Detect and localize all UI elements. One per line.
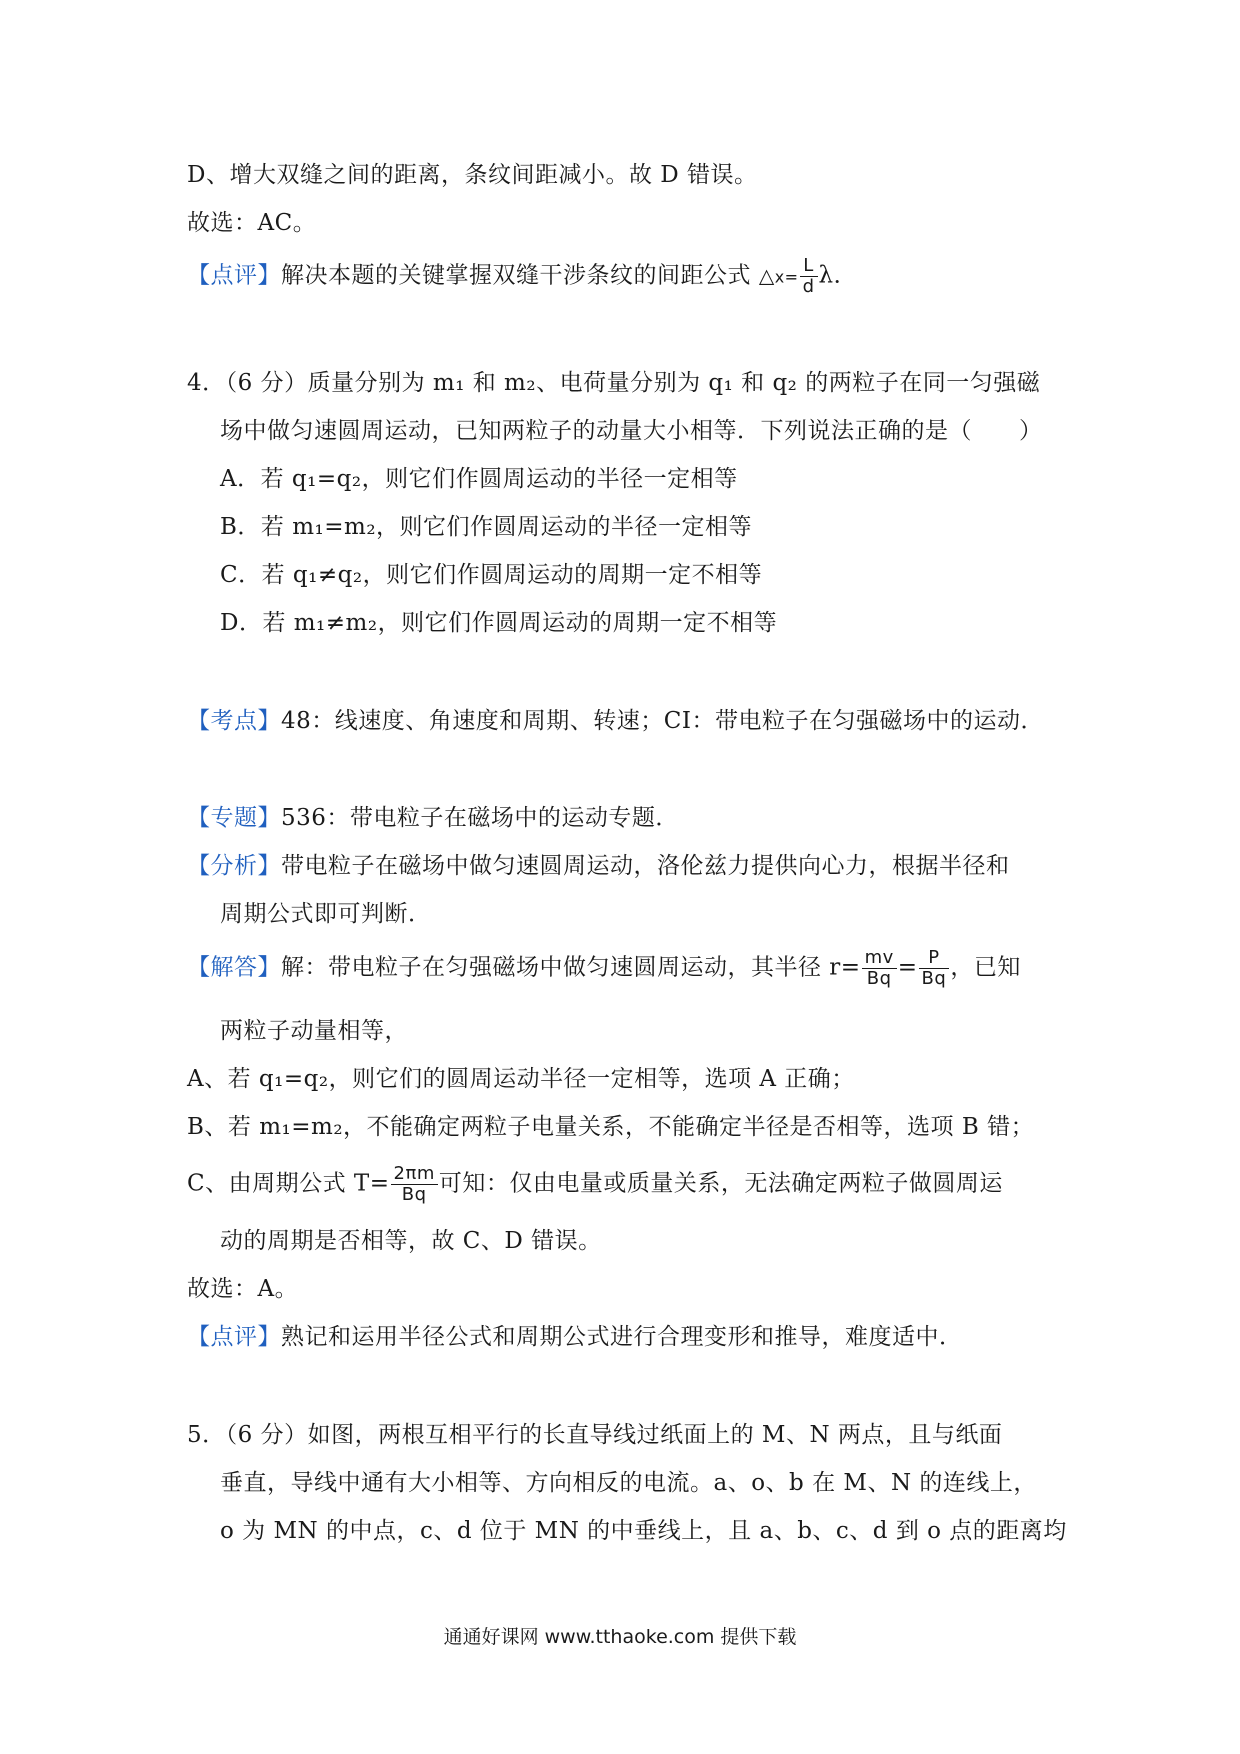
zhuanti-tag: 【专题】 xyxy=(187,805,281,831)
formula-lambda: λ． xyxy=(818,262,858,289)
kaodian-tag: 【考点】 xyxy=(187,708,281,734)
fraction-denominator: Bq xyxy=(866,968,892,989)
q4-kaodian xyxy=(187,706,1044,736)
q4-comment xyxy=(187,1322,963,1352)
comment-tag: 【点评】 xyxy=(187,262,281,289)
q4-solution-c-line2: 动的周期是否相等，故 C、D 错误。 xyxy=(220,1228,602,1254)
fraction-l-over-d xyxy=(800,256,818,297)
q4-option-b: B．若 m₁=m₂，则它们作圆周运动的半径一定相等 xyxy=(220,514,753,540)
q4-stem-line1: 4．（6 分）质量分别为 m₁ 和 m₂、电荷量分别为 q₁ 和 q₂ 的两粒子在同一匀强磁 xyxy=(187,370,1041,396)
kaodian-text: 48：线速度、角速度和周期、转速；CI：带电粒子在匀强磁场中的运动． xyxy=(281,708,1044,734)
fraction-numerator: mv xyxy=(862,948,897,969)
fraction-denominator: d xyxy=(802,276,815,297)
q3-answer: 故选：AC。 xyxy=(187,210,317,236)
fraction-mv-over-bq xyxy=(862,948,897,989)
q4-jieda-line2: 两粒子动量相等， xyxy=(220,1018,408,1044)
formula-x: x= xyxy=(774,267,799,287)
jieda-tag: 【解答】 xyxy=(187,954,281,981)
solution-c-pre: C、由周期公式 T= xyxy=(187,1170,390,1197)
comment-text: 解决本题的关键掌握双缝干涉条纹的间距公式 xyxy=(281,262,751,289)
fenxi-text: 带电粒子在磁场中做匀速圆周运动，洛伦兹力提供向心力，根据半径和 xyxy=(281,853,1010,879)
q4-option-c: C．若 q₁≠q₂，则它们作圆周运动的周期一定不相等 xyxy=(220,562,763,588)
q4-solution-b: B、若 m₁=m₂，不能确定两粒子电量关系，不能确定半径是否相等，选项 B 错； xyxy=(187,1114,1035,1140)
fraction-2pim-over-bq xyxy=(391,1164,438,1205)
solution-c-post: 可知：仅由电量或质量关系，无法确定两粒子做圆周运 xyxy=(438,1170,1003,1197)
fraction-denominator: Bq xyxy=(401,1184,427,1205)
equals-sign: = xyxy=(897,954,918,981)
q4-fenxi-line2: 周期公式即可判断． xyxy=(220,901,432,927)
q4-solution-c xyxy=(187,1164,1003,1205)
fraction-p-over-bq xyxy=(919,948,950,989)
q5-stem-line1: 5．（6 分）如图，两根互相平行的长直导线过纸面上的 M、N 两点，且与纸面 xyxy=(187,1422,1003,1448)
page-footer: 通通好课网 www.tthaoke.com 提供下载 xyxy=(443,1626,797,1648)
q4-fenxi xyxy=(187,851,1010,881)
jieda-text: 解：带电粒子在匀强磁场中做匀速圆周运动，其半径 r= xyxy=(281,954,861,981)
q5-stem-line3: o 为 MN 的中点，c、d 位于 MN 的中垂线上，且 a、b、c、d 到 o 点的距离均 xyxy=(220,1518,1067,1544)
q4-stem-line2: 场中做匀速圆周运动，已知两粒子的动量大小相等．下列说法正确的是（ ） xyxy=(220,418,1043,444)
fraction-numerator: 2πm xyxy=(391,1164,438,1185)
q4-zhuanti xyxy=(187,803,679,833)
q3-option-d-explanation: D、增大双缝之间的距离，条纹间距减小。故 D 错误。 xyxy=(187,162,758,188)
comment-text: 熟记和运用半径公式和周期公式进行合理变形和推导，难度适中． xyxy=(281,1324,963,1350)
fenxi-tag: 【分析】 xyxy=(187,853,281,879)
jieda-after: ，已知 xyxy=(950,954,1021,981)
q3-comment xyxy=(187,256,857,297)
delta-symbol: △ xyxy=(758,263,775,288)
zhuanti-text: 536：带电粒子在磁场中的运动专题． xyxy=(281,805,679,831)
comment-tag: 【点评】 xyxy=(187,1324,281,1350)
fraction-numerator: L xyxy=(800,256,818,277)
q4-option-d: D．若 m₁≠m₂，则它们作圆周运动的周期一定不相等 xyxy=(220,610,778,636)
q4-option-a: A．若 q₁=q₂，则它们作圆周运动的半径一定相等 xyxy=(220,466,738,492)
q5-stem-line2: 垂直，导线中通有大小相等、方向相反的电流。a、o、b 在 M、N 的连线上， xyxy=(220,1470,1037,1496)
fraction-numerator: P xyxy=(919,948,950,969)
q4-answer: 故选：A。 xyxy=(187,1276,299,1302)
fraction-denominator: Bq xyxy=(921,968,947,989)
q4-solution-a: A、若 q₁=q₂，则它们的圆周运动半径一定相等，选项 A 正确； xyxy=(187,1066,855,1092)
q4-jieda xyxy=(187,948,1021,989)
